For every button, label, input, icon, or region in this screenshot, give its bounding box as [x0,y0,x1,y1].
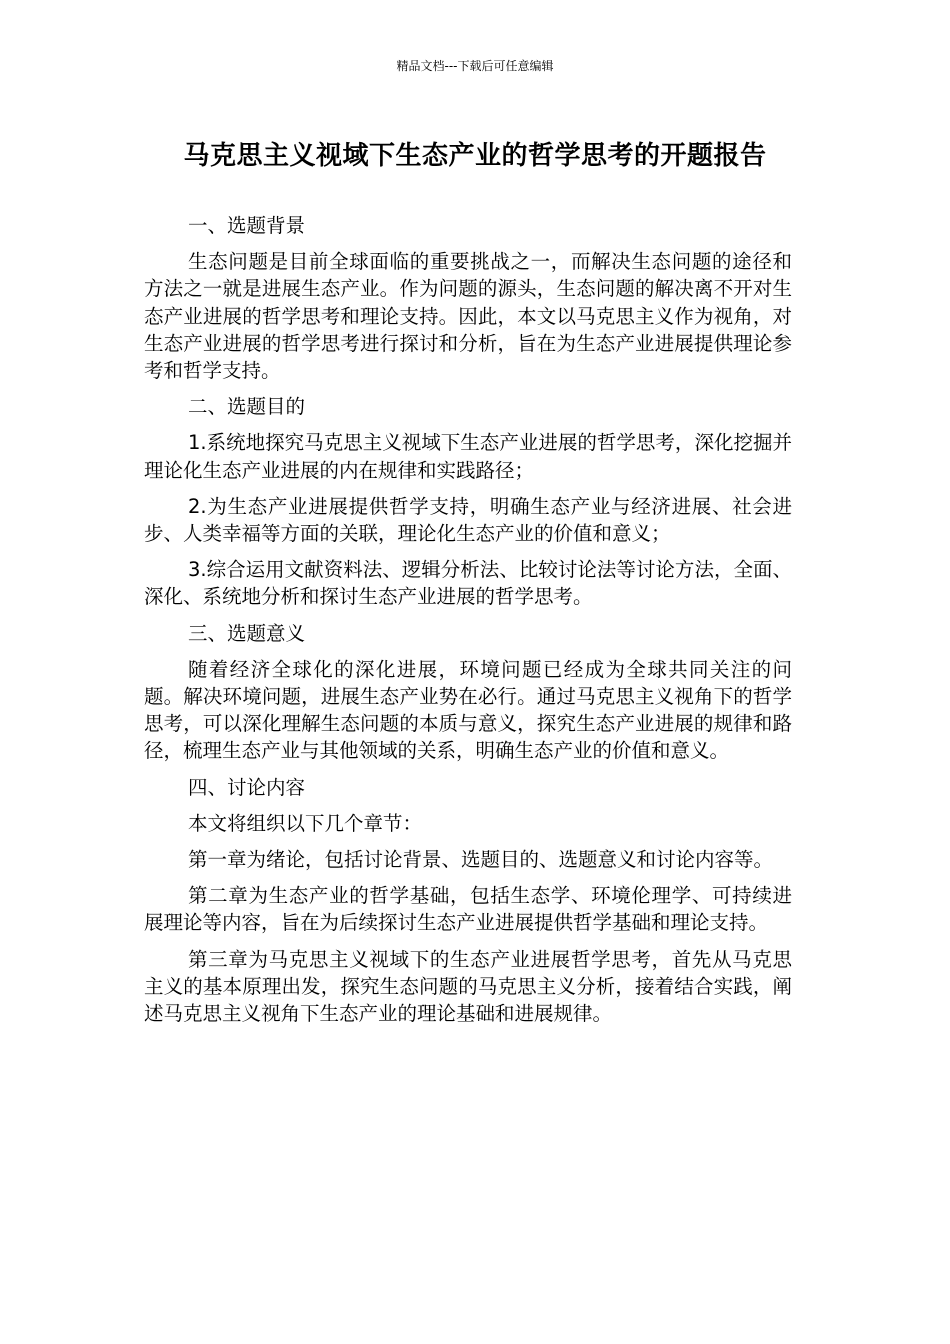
section-heading-significance: 三、选题意义 [188,621,306,645]
section-heading-background: 一、选题背景 [188,214,306,237]
paragraph-purpose-3: 3.综合运用文献资料法、逻辑分析法、比较讨论法等讨论方法，全面、深化、系统地分析和探讨生态产业进展的哲学思考。 [144,558,792,609]
header-note: 精品文档---下载后可任意编辑 [396,59,554,73]
paragraph-background: 生态问题是目前全球面临的重要挑战之一，而解决生态问题的途径和方法之一就是进展生态产业。作为问题的源头，生态问题的解决离不开对生态产业进展的哲学思考和理论支持。因此，本文以马克思主义作为视角，对生态产业进展的哲学思考进行探讨和分析，旨在为生态产业进展提供理论参考和哲学支持。 [144,250,792,383]
paragraph-purpose-1: 1.系统地探究马克思主义视域下生态产业进展的哲学思考，深化挖掘并理论化生态产业进展的内在规律和实践路径； [144,431,792,482]
paragraph-chapter-1: 第一章为绪论，包括讨论背景、选题目的、选题意义和讨论内容等。 [188,848,774,872]
section-heading-content: 四、讨论内容 [188,775,306,799]
paragraph-content-intro: 本文将组织以下几个章节： [188,811,423,835]
paragraph-chapter-2: 第二章为生态产业的哲学基础，包括生态学、环境伦理学、可持续进展理论等内容，旨在为后续探讨生态产业进展提供哲学基础和理论支持。 [144,884,792,935]
paragraph-chapter-3: 第三章为马克思主义视域下的生态产业进展哲学思考，首先从马克思主义的基本原理出发，探究生态问题的马克思主义分析，接着结合实践，阐述马克思主义视角下生态产业的理论基础和进展规律。 [144,947,792,1026]
paragraph-purpose-2: 2.为生态产业进展提供哲学支持，明确生态产业与经济进展、社会进步、人类幸福等方面的关联，理论化生态产业的价值和意义； [144,494,792,546]
section-heading-purpose: 二、选题目的 [188,395,306,419]
paragraph-significance: 随着经济全球化的深化进展，环境问题已经成为全球共同关注的问题。解决环境问题，进展生态产业势在必行。通过马克思主义视角下的哲学思考，可以深化理解生态问题的本质与意义，探究生态产业进展的规律和路径，梳理生态产业与其他领域的关系，明确生态产业的价值和意义。 [144,657,792,763]
document-title: 马克思主义视域下生态产业的哲学思考的开题报告 [183,141,767,171]
document-body [144,212,792,1036]
